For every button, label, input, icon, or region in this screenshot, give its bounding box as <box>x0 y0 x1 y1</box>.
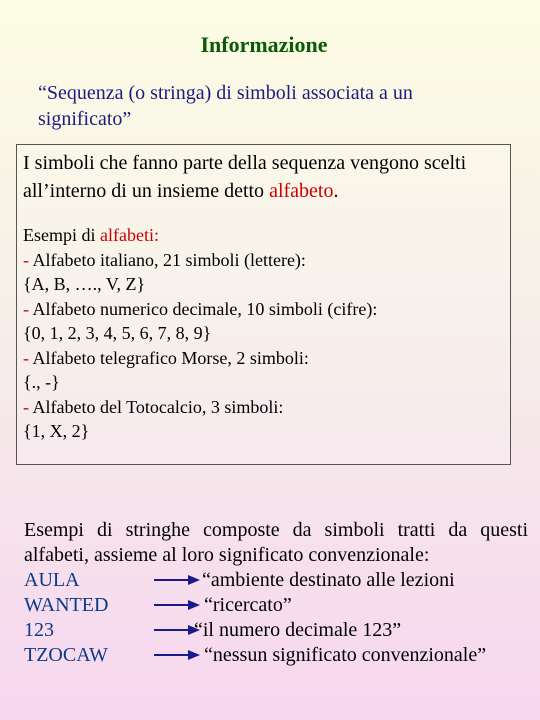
item-dash: - <box>23 298 29 319</box>
string-word: TZOCAW <box>24 644 108 666</box>
arrow-right-icon <box>154 597 200 613</box>
examples-heading-text: Esempi di <box>23 225 100 245</box>
string-example-row <box>24 618 528 643</box>
string-meaning: “nessun significato convenzionale” <box>204 644 487 666</box>
string-meaning: “ambiente destinato alle lezioni <box>202 569 455 591</box>
item-text: Alfabeto telegrafico Morse, 2 simboli: <box>29 347 309 368</box>
item-dash: - <box>23 396 29 417</box>
string-meaning: “ricercato” <box>204 594 292 616</box>
alphabet-set: {1, X, 2} <box>23 421 90 441</box>
alphabet-examples <box>23 223 508 444</box>
alphabet-definition <box>23 149 508 205</box>
string-word: AULA <box>24 569 80 591</box>
alphabet-box <box>16 144 511 465</box>
item-dash: - <box>23 347 29 368</box>
string-word: WANTED <box>24 594 109 616</box>
definition-period: . <box>333 180 339 202</box>
item-text: Alfabeto italiano, 21 simboli (lettere): <box>29 249 306 270</box>
alphabet-item <box>23 297 508 322</box>
string-intro-line1: Esempi di stringhe composte da simboli tratti da questi <box>24 519 528 541</box>
arrow-right-icon <box>154 647 200 663</box>
string-meaning: “il numero decimale 123” <box>194 619 402 641</box>
arrow-right-icon <box>154 572 200 588</box>
page-title: Informazione <box>200 32 328 57</box>
alphabet-item <box>23 346 508 371</box>
examples-heading <box>23 223 508 248</box>
item-text: Alfabeto del Totocalcio, 3 simboli: <box>29 396 284 417</box>
alphabet-item <box>23 248 508 273</box>
string-example-row <box>24 643 528 668</box>
definition-text: I simboli che fanno parte della sequenza vengono scelti all’interno di un insieme detto <box>23 152 467 202</box>
string-example-row <box>24 568 528 593</box>
string-examples <box>24 518 528 668</box>
string-intro-line2: alfabeti, assieme al loro significato convenzionale: <box>24 544 430 566</box>
item-dash: - <box>23 249 29 270</box>
alphabet-set: {., -} <box>23 372 60 392</box>
alphabet-set: {0, 1, 2, 3, 4, 5, 6, 7, 8, 9} <box>23 323 212 343</box>
alfabeto-term: alfabeto <box>269 180 334 202</box>
definition-quote: “Sequenza (o stringa) di simboli associata a un significato” <box>38 82 413 130</box>
examples-heading-term: alfabeti: <box>100 225 159 245</box>
item-text: Alfabeto numerico decimale, 10 simboli (cifre): <box>29 298 378 319</box>
string-word: 123 <box>24 619 54 641</box>
alphabet-set: {A, B, …., V, Z} <box>23 274 146 294</box>
string-example-row <box>24 593 528 618</box>
alphabet-item <box>23 395 508 420</box>
